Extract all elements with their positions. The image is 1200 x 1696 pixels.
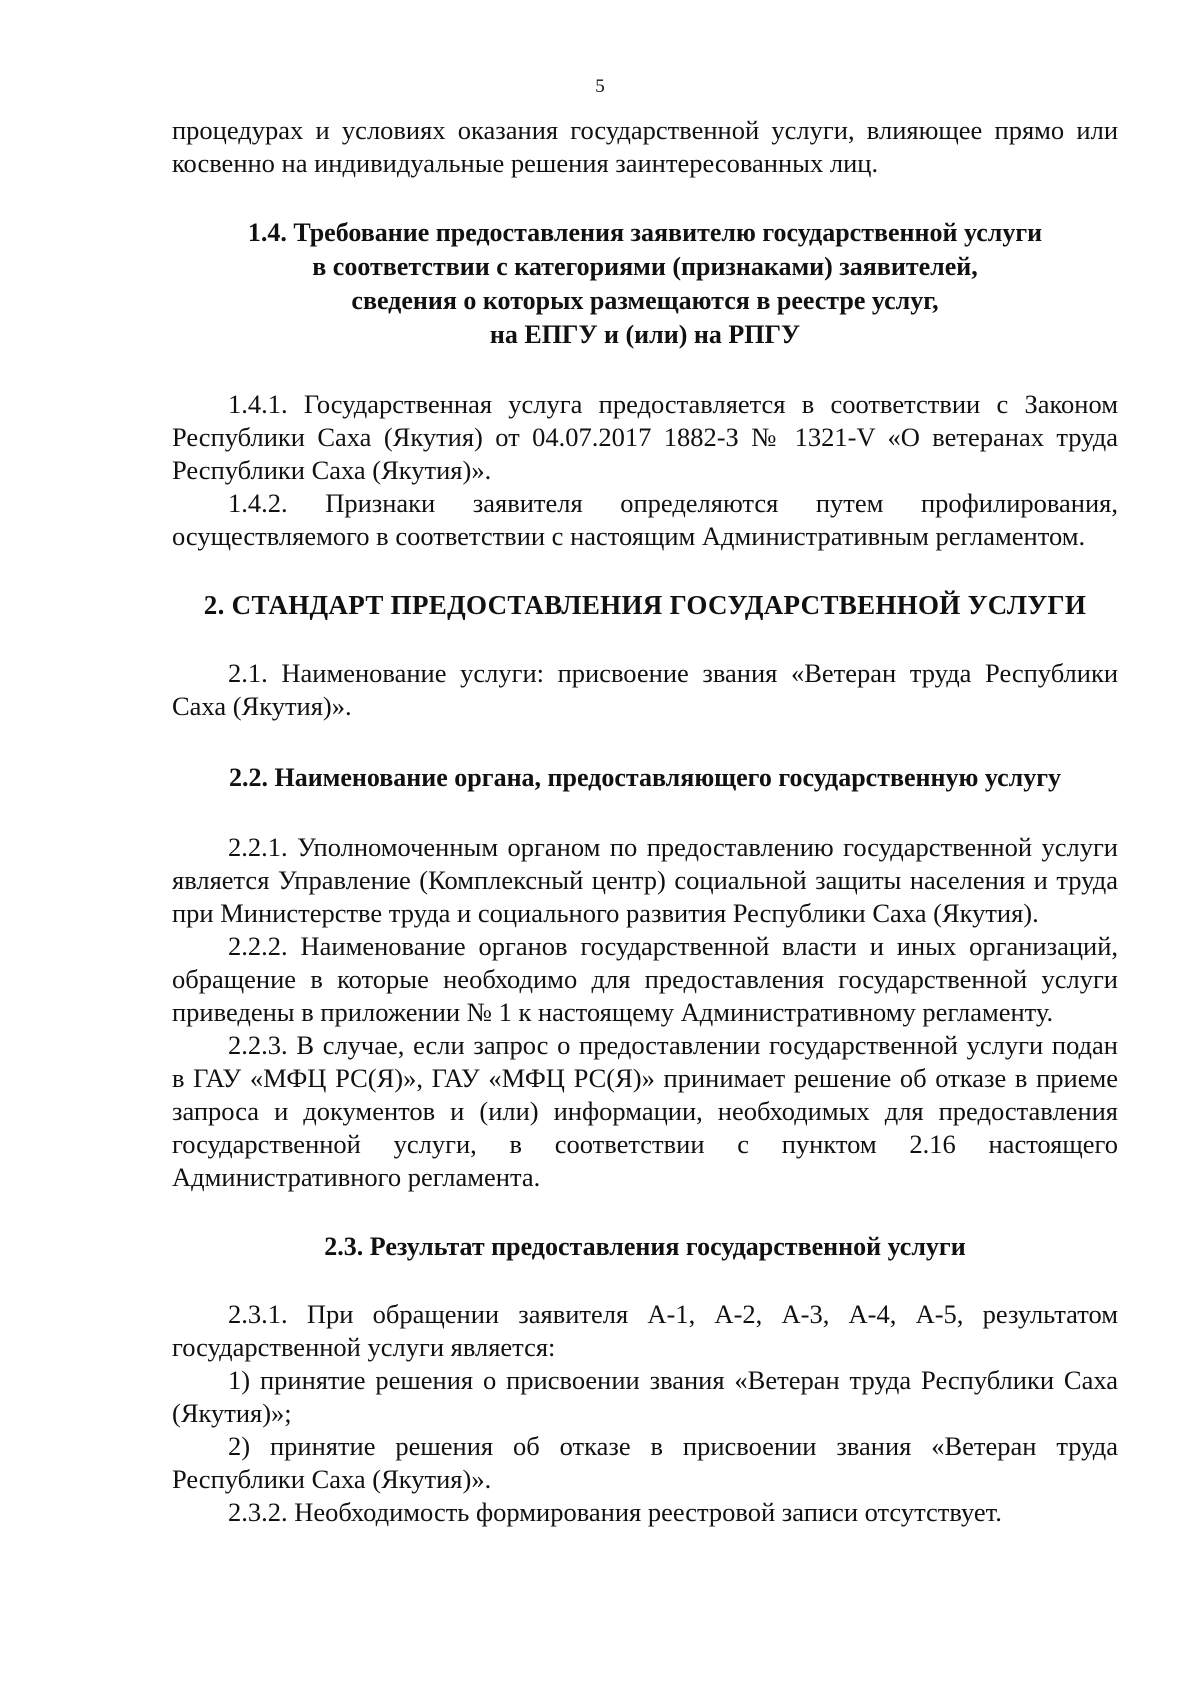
section-2-3-heading: 2.3. Результат предоставления государственной услуги — [324, 1232, 966, 1261]
document-body — [172, 114, 1118, 1529]
paragraph-2-3-2: 2.3.2. Необходимость формирования реестровой записи отсутствует. — [228, 1497, 1002, 1527]
paragraph-2-2-2: 2.2.2. Наименование органов государственной власти и иных организаций, обращение в которые необходимо для предоставления государственной услуги приведены в приложении № 1 к настоящему Административному регламенту. — [172, 931, 1118, 1027]
section-1-4-heading-line: сведения о которых размещаются в реестре услуг, — [351, 286, 939, 315]
page-number: 5 — [595, 76, 605, 97]
section-1-4-heading-line: 1.4. Требование предоставления заявителю государственной услуги — [247, 218, 1043, 247]
paragraph-2-2-3: 2.2.3. В случае, если запрос о предоставлении государственной услуги подан в ГАУ «МФЦ РС(Я)», ГАУ «МФЦ РС(Я)» принимает решение об отказе в приеме запроса и документов и (или) информации, необходимых для предоставления государственной услуги, в соответствии с пунктом 2.16 настоящего Административного регламента. — [172, 1030, 1118, 1192]
section-2-2-heading: 2.2. Наименование органа, предоставляющего государственную услугу — [228, 763, 1062, 792]
section-1-4-heading — [172, 216, 1118, 352]
paragraph-2-2-1: 2.2.1. Уполномоченным органом по предоставлению государственной услуги является Управление (Комплексный центр) социальной защиты населения и труда при Министерстве труда и социального развития Республики Саха (Якутия). — [172, 832, 1118, 928]
paragraph-2-1: 2.1. Наименование услуги: присвоение звания «Ветеран труда Республики Саха (Якутия)». — [172, 658, 1118, 721]
intro-paragraph: процедурах и условиях оказания государственной услуги, влияющее прямо или косвенно на индивидуальные решения заинтересованных лиц. — [172, 115, 1118, 178]
section-1-4-heading-line: на ЕПГУ и (или) на РПГУ — [489, 320, 801, 349]
list-item-result-1: 1) принятие решения о присвоении звания «Ветеран труда Республики Саха (Якутия)»; — [172, 1365, 1118, 1428]
section-2-heading: 2. СТАНДАРТ ПРЕДОСТАВЛЕНИЯ ГОСУДАРСТВЕННОЙ УСЛУГИ — [203, 590, 1087, 620]
paragraph-2-3-1: 2.3.1. При обращении заявителя А-1, А-2, А-3, А-4, А-5, результатом государственной услуги является: — [172, 1299, 1118, 1362]
section-1-4-heading-line: в соответствии с категориями (признаками) заявителей, — [312, 252, 978, 281]
paragraph-1-4-2: 1.4.2. Признаки заявителя определяются путем профилирования, осуществляемого в соответствии с настоящим Административным регламентом. — [172, 488, 1118, 551]
paragraph-1-4-1: 1.4.1. Государственная услуга предоставляется в соответствии с Законом Республики Саха (Якутия) от 04.07.2017 1882-З № 1321-V «О ветеранах труда Республики Саха (Якутия)». — [172, 389, 1118, 485]
list-item-result-2: 2) принятие решения об отказе в присвоении звания «Ветеран труда Республики Саха (Якутия)». — [172, 1431, 1118, 1494]
